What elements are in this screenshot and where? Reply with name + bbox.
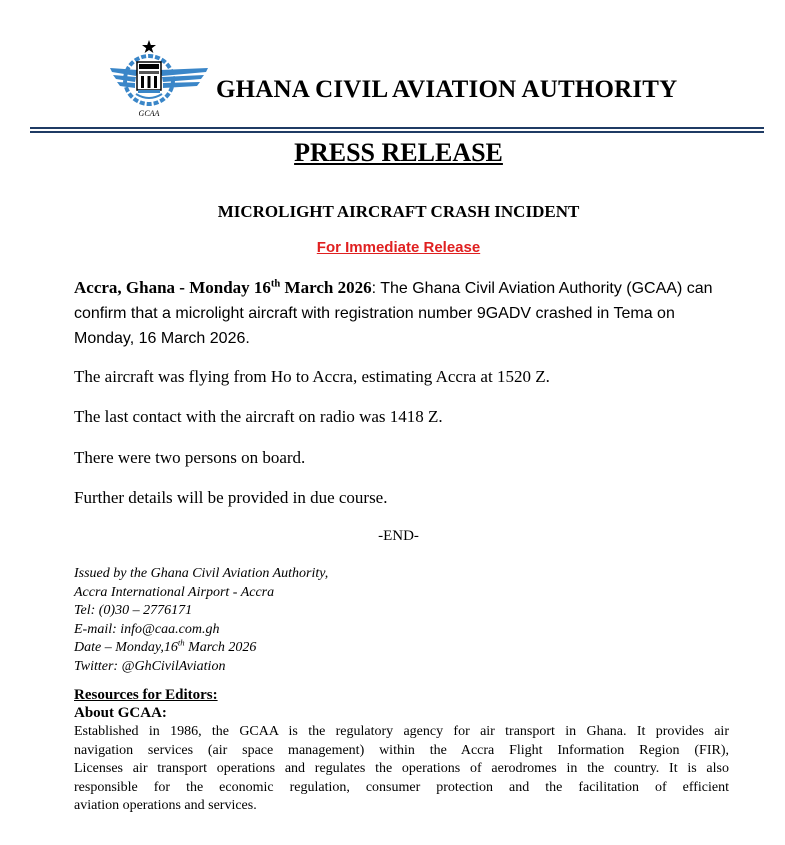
paragraph-further-details: Further details will be provided in due course.: [74, 488, 388, 507]
gcaa-logo: [108, 40, 212, 124]
issuer-line: Issued by the Ghana Civil Aviation Authority,: [74, 566, 329, 581]
end-marker: -END-: [378, 528, 419, 544]
paragraph-persons-on-board: There were two persons on board.: [74, 448, 306, 467]
resources-heading: Resources for Editors:: [74, 687, 218, 703]
paragraph-last-contact: The last contact with the aircraft on radio was 1418 Z.: [74, 407, 443, 426]
header-rule-secondary: [30, 131, 764, 133]
dateline: Accra, Ghana - Monday 16th March 2026: [74, 278, 372, 297]
lead-paragraph: [74, 276, 714, 351]
about-line: responsible for the economic regulation, consumer protection and the facilitation of efficient: [74, 779, 729, 795]
lead-body: The Ghana Civil Aviation Authority (GCAA) can confirm that a microlight aircraft with registration number 9GADV crashed in Tema on Monday, 16 March 2026.: [74, 280, 713, 347]
logo-right-wing-icon: [160, 68, 208, 88]
headline: MICROLIGHT AIRCRAFT CRASH INCIDENT: [217, 202, 580, 221]
issuer-email: E-mail: info@caa.com.gh: [74, 621, 220, 637]
header-rule: [30, 127, 764, 129]
issuer-block: [74, 565, 328, 677]
about-body: [74, 723, 729, 816]
logo-text: GCAA: [138, 109, 160, 118]
issuer-twitter: Twitter: @GhCivilAviation: [74, 658, 226, 674]
issuer-date: Date – Monday,16th March 2026: [74, 637, 257, 656]
about-line: aviation operations and services.: [74, 798, 257, 813]
logo-star-icon: [142, 40, 156, 53]
issuer-phone: Tel: (0)30 – 2776171: [74, 603, 193, 619]
about-heading: About GCAA:: [74, 705, 167, 721]
page-title: PRESS RELEASE: [294, 138, 503, 167]
release-note: For Immediate Release: [316, 239, 481, 256]
about-line: navigation services (air space management) within the Accra Flight Information Region (FIR),: [74, 742, 729, 758]
organization-name: GHANA CIVIL AVIATION AUTHORITY: [216, 76, 678, 103]
issuer-address: Accra International Airport - Accra: [74, 584, 275, 600]
dateline-colon: :: [371, 280, 377, 297]
about-line: Established in 1986, the GCAA is the regulatory agency for air transport in Ghana. It provides air: [74, 724, 729, 739]
paragraph-flight-route: The aircraft was flying from Ho to Accra, estimating Accra at 1520 Z.: [74, 367, 550, 386]
about-line: Licenses air transport operations and regulates the operations of aerodromes in the country. It is also: [74, 761, 729, 776]
